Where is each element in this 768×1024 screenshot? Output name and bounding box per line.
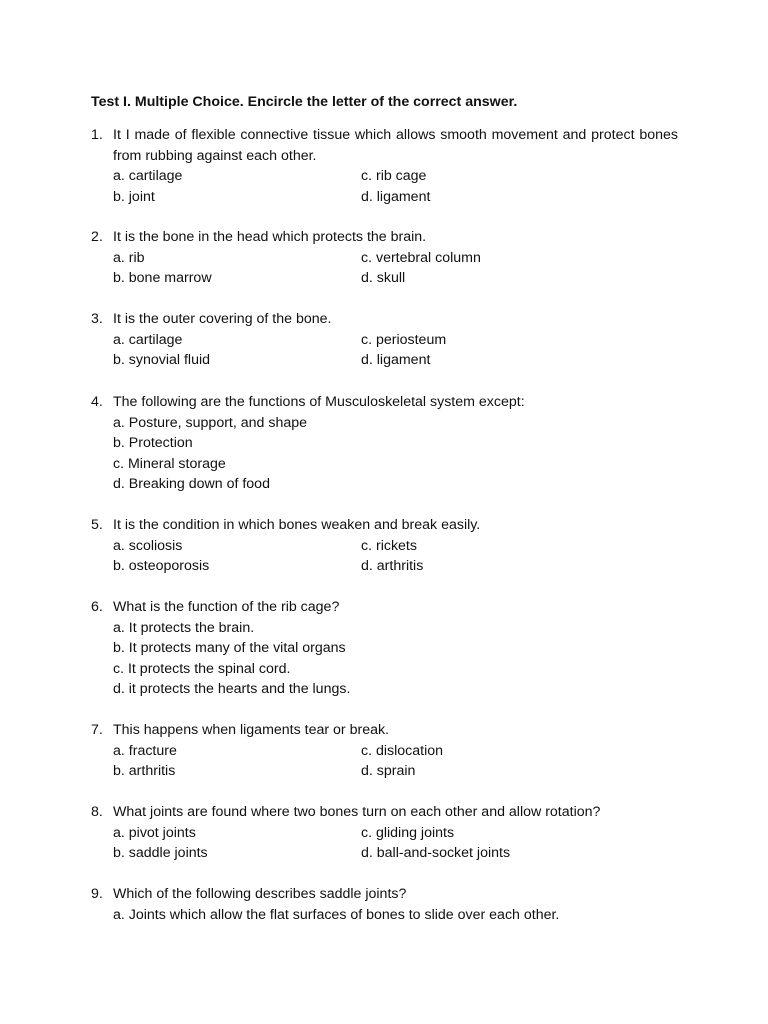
question-number: 1.: [91, 127, 103, 143]
question-stem: It is the condition in which bones weaken and break easily.: [113, 517, 481, 533]
question-number: 9.: [91, 886, 103, 902]
choice-a[interactable]: a. It protects the brain.: [113, 619, 255, 636]
test-title: Test I. Multiple Choice. Encircle the letter of the correct answer.: [91, 94, 518, 110]
choice-list: [113, 330, 678, 371]
choice-d[interactable]: d. arthritis: [361, 558, 424, 574]
question-stem: It is the bone in the head which protects the brain.: [113, 229, 427, 245]
choice-list: [113, 413, 678, 495]
choice-list: [113, 536, 678, 577]
choice-c[interactable]: c. gliding joints: [361, 824, 455, 841]
question-stem: The following are the functions of Musculoskeletal system except:: [113, 394, 525, 410]
question-stem: Which of the following describes saddle joints?: [113, 886, 407, 902]
choice-d[interactable]: d. ligament: [361, 188, 431, 205]
choice-c[interactable]: c. It protects the spinal cord.: [113, 660, 291, 677]
choice-list: [113, 823, 678, 864]
choice-list: [113, 905, 678, 926]
choice-b[interactable]: b. bone marrow: [113, 270, 212, 286]
question-stem: This happens when ligaments tear or break.: [113, 722, 390, 738]
choice-a[interactable]: a. rib: [113, 249, 145, 266]
choice-list: [113, 166, 678, 207]
question-number: 4.: [91, 394, 103, 410]
question-2: [91, 227, 678, 289]
choice-a[interactable]: a. cartilage: [113, 168, 183, 184]
choice-b[interactable]: b. It protects many of the vital organs: [113, 640, 346, 656]
question-7: [91, 720, 678, 782]
choice-list: [113, 248, 678, 289]
question-6: [91, 597, 678, 700]
choice-d[interactable]: d. Breaking down of food: [113, 476, 270, 492]
question-stem: What joints are found where two bones turn on each other and allow rotation?: [113, 804, 601, 820]
choice-d[interactable]: d. it protects the hearts and the lungs.: [113, 681, 351, 697]
choice-d[interactable]: d. sprain: [361, 763, 416, 779]
question-4: [91, 392, 678, 495]
question-number: 3.: [91, 311, 103, 327]
choice-b[interactable]: b. synovial fluid: [113, 352, 210, 368]
question-number: 6.: [91, 599, 103, 615]
choice-list: [113, 618, 678, 700]
choice-d[interactable]: d. skull: [361, 270, 406, 286]
choice-b[interactable]: b. Protection: [113, 435, 193, 451]
choice-list: [113, 741, 678, 782]
choice-b[interactable]: b. saddle joints: [113, 845, 208, 861]
choice-c[interactable]: c. Mineral storage: [113, 455, 226, 472]
choice-a[interactable]: a. Joints which allow the flat surfaces of bones to slide over each other.: [113, 906, 560, 923]
question-stem: It I made of flexible connective tissue which allows smooth movement and protect bones from rubbing against each other.: [113, 127, 678, 164]
question-number: 7.: [91, 722, 103, 738]
choice-b[interactable]: b. arthritis: [113, 763, 176, 779]
choice-c[interactable]: c. rib cage: [361, 168, 427, 184]
choice-c[interactable]: c. vertebral column: [361, 249, 481, 266]
choice-c[interactable]: c. periosteum: [361, 331, 447, 348]
question-1: [91, 125, 678, 207]
question-5: [91, 515, 678, 577]
question-stem: It is the outer covering of the bone.: [113, 311, 332, 327]
choice-a[interactable]: a. cartilage: [113, 331, 183, 348]
question-number: 8.: [91, 804, 103, 820]
choice-a[interactable]: a. pivot joints: [113, 824, 196, 841]
choice-a[interactable]: a. scoliosis: [113, 537, 183, 554]
choice-a[interactable]: a. fracture: [113, 742, 177, 759]
question-number: 5.: [91, 517, 103, 533]
question-9: [91, 884, 678, 925]
question-stem: What is the function of the rib cage?: [113, 599, 340, 615]
choice-d[interactable]: d. ligament: [361, 352, 431, 368]
choice-c[interactable]: c. dislocation: [361, 742, 444, 759]
choice-d[interactable]: d. ball-and-socket joints: [361, 845, 511, 861]
choice-b[interactable]: b. osteoporosis: [113, 558, 210, 574]
choice-b[interactable]: b. joint: [113, 188, 155, 205]
question-3: [91, 309, 678, 371]
choice-c[interactable]: c. rickets: [361, 537, 417, 554]
question-number: 2.: [91, 229, 103, 245]
question-8: [91, 802, 678, 864]
choice-a[interactable]: a. Posture, support, and shape: [113, 414, 308, 431]
